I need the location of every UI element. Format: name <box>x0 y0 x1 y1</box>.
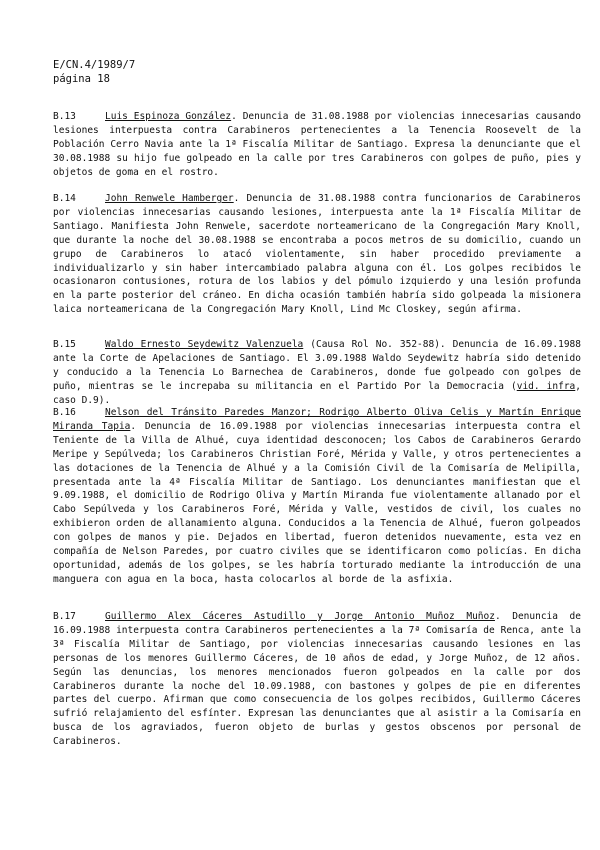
cross-reference: vid. infra <box>516 380 576 392</box>
document-header <box>53 58 135 86</box>
entry-text: . Denuncia de 16.09.1988 interpuesta contra Carabineros pertenecientes a la 7ª Comisaría de Renca, ante la 3ª Fiscalía Militar de Santiago, por violencias innecesarias causando lesiones en las personas de los menores Guillermo Cáceres, de 10 años de edad, y Jorge Muñoz, de 12 años. Según las denuncias, los menores mencionados fueron golpeados en la calle por dos Carabineros durante la noche del 10.09.1988, con bastones y golpes de pie en diferentes partes del cuerpo. Afirman que como consecuencia de los golpes recibidos, Guillermo Cáceres sufrió relajamiento del esfínter. Expresan las denunciantes que al asistir a la Comisaría en busca de los agraviados, fueron objeto de burlas y gestos obscenos por personal de Carabineros. <box>53 611 582 748</box>
entry-name: Waldo Ernesto Seydewitz Valenzuela <box>105 339 304 350</box>
entry-name: Luis Espinoza González <box>105 111 232 122</box>
entry-text: . Denuncia de 31.08.1988 contra funcionarios de Carabineros por violencias innecesarias causando lesiones, interpuesta ante la 1ª Fiscalía Militar de Santiago. Manifiesta John Renwele, sacerdote norteamericano de la Congregación Mary Knoll, que durante la noche del 30.08.1988 se encontraba a pocos metros de su domicilio, cuando un grupo de Carabineros lo atacó violentamente, sin haber procedido previamente a individualizarlo y sin haber intercambiado palabra alguna con él. Los golpes recibidos le ocasionaron contusiones, rotura de los labios y del pómulo izquierdo y una lesión profunda en la parte posterior del cráneo. En dicha ocasión también habría sido golpeada la misionera laica norteamericana de la Congregación Mary Knoll, Lind Mc Closkey, según afirma. <box>53 193 581 316</box>
entry-b15 <box>53 338 581 408</box>
entry-text: . Denuncia de 16.09.1988 por violencias innecesarias interpuesta contra el Teniente de la Villa de Alhué, cuya identidad desconocen; los Cabos de Carabineros Gerardo Meripe y Sepúlveda; los Carabineros Christian Foré, Mérida y Valle, y otros pertenecientes a las dotaciones de la Tenencia de Alhué y a la Comisión Civil de la Comisaría de Melipilla, presentada ante la 4ª Fiscalía Militar de Santiago. Los denunciantes manifiestan que el 9.09.1988, el domicilio de Rodrigo Oliva y Martín Miranda fue violentamente allanado por el Cabo Sepúlveda y los Carabineros Foré, Mérida y Valle, vestidos de civil, los cuales no exhibieron orden de allanamiento alguna. Conducidos a la Tenencia de Alhué, fueron golpeados con golpes de manos y pie. Dejados en libertad, fueron detenidos nuevamente, esta vez en compañía de Nelson Paredes, por cuatro civiles que se identificaron como policías. En dicha oportunidad, además de los golpes, se les habría torturado mediante la introducción de una manguera con agua en la boca, hasta colocarlos al borde de la asfixia. <box>53 420 581 585</box>
page-number: página 18 <box>53 73 110 85</box>
entry-number: B.17 <box>53 611 76 622</box>
entry-number: B.16 <box>53 407 76 418</box>
entry-number: B.14 <box>53 193 76 204</box>
entry-text-end: , caso D.9). <box>53 380 582 406</box>
entry-name: Guillermo Alex Cáceres Astudillo y Jorge Antonio Muñoz Muñoz <box>105 611 495 622</box>
document-reference: E/CN.4/1989/7 <box>53 59 136 71</box>
entry-number: B.13 <box>53 111 76 122</box>
entry-b17 <box>53 610 581 749</box>
entry-number: B.15 <box>53 339 76 350</box>
entry-b14 <box>53 192 581 317</box>
entry-text: (Causa Rol No. 352-88). Denuncia de 16.09.1988 ante la Corte de Apelaciones de Santiago. El 3.09.1988 Waldo Seydewitz habría sido detenido y conducido a la Tenencia Lo Barnechea de Carabineros, donde fue golpeado con golpes de puño, mientras se le increpaba su militancia en el Partido Por la Democracia ( <box>53 339 581 392</box>
entry-name: Nelson del Tránsito Paredes Manzor; Rodrigo Alberto Oliva Celis y Martín Enrique Miranda Tapia <box>53 407 581 432</box>
entry-b13 <box>53 110 581 180</box>
entry-b16 <box>53 406 581 587</box>
entry-text: . Denuncia de 31.08.1988 por violencias innecesarias causando lesiones interpuesta contra Carabineros pertenecientes a la Tenencia Roosevelt de la Población Cerro Navia ante la 1ª Fiscalía Militar de Santiago. Expresa la denunciante que el 30.08.1988 su hijo fue golpeado en la calle por tres Carabineros con golpes de puño, pies y objetos de goma en el rostro. <box>53 111 581 178</box>
entry-name: John Renwele Hamberger <box>105 193 234 204</box>
